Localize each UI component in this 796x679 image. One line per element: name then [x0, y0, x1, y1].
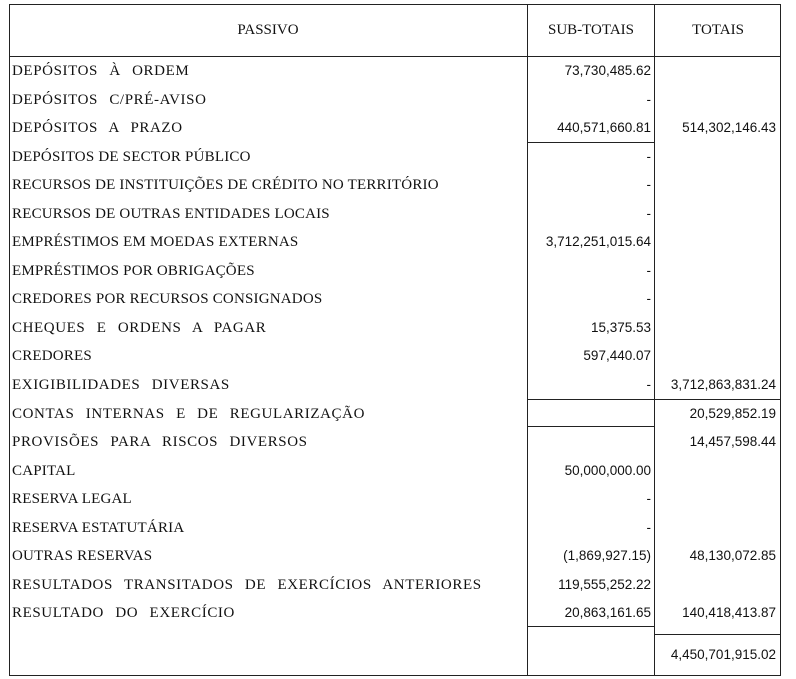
- row-label: OUTRAS RESERVAS: [12, 548, 153, 564]
- table-row: [9, 485, 781, 514]
- row-label: CHEQUES E ORDENS A PAGAR: [12, 319, 267, 336]
- row-subtotal: 119,555,252.22: [558, 576, 651, 592]
- grand-total: 4,450,701,915.02: [670, 647, 776, 662]
- table-row: [9, 171, 781, 200]
- row-total: 20,529,852.19: [689, 405, 776, 421]
- row-subtotal: 73,730,485.62: [564, 63, 651, 78]
- row-label: RECURSOS DE INSTITUIÇÕES DE CRÉDITO NO TERRITÓRIO: [12, 177, 439, 193]
- row-label: CONTAS INTERNAS E DE REGULARIZAÇÃO: [12, 405, 366, 422]
- row-subtotal: -: [646, 491, 651, 506]
- header-sub-totais: SUB-TOTAIS: [547, 22, 635, 38]
- table-row: [9, 428, 781, 457]
- header-totais: TOTAIS: [692, 22, 744, 38]
- table-row: [9, 314, 781, 343]
- row-label: PROVISÕES PARA RISCOS DIVERSOS: [12, 434, 308, 450]
- table-row: [9, 257, 781, 286]
- row-subtotal: -: [646, 519, 651, 535]
- table-row: [9, 514, 781, 543]
- row-label: DEPÓSITOS DE SECTOR PÚBLICO: [12, 148, 251, 165]
- table-row: [9, 114, 781, 143]
- row-subtotal: 597,440.07: [583, 348, 651, 363]
- row-label: CREDORES: [12, 348, 92, 364]
- row-subtotal: 20,863,161.65: [564, 605, 651, 620]
- row-subtotal: (1,869,927.15): [563, 548, 651, 563]
- row-subtotal: -: [646, 262, 651, 278]
- row-label: EMPRÉSTIMOS POR OBRIGAÇÕES: [12, 262, 255, 279]
- row-label: RESERVA ESTATUTÁRIA: [12, 519, 185, 536]
- row-subtotal: -: [646, 205, 651, 221]
- row-label: RESERVA LEGAL: [12, 491, 132, 507]
- balance-sheet-table: [9, 4, 781, 676]
- table-row: [9, 400, 781, 429]
- row-total: 48,130,072.85: [689, 548, 776, 563]
- row-label: DEPÓSITOS A PRAZO: [12, 120, 183, 136]
- header-passivo: PASSIVO: [237, 22, 299, 38]
- row-subtotal: -: [646, 91, 651, 107]
- total-divider: [654, 634, 781, 635]
- row-total: 14,457,598.44: [689, 434, 776, 449]
- row-label: CREDORES POR RECURSOS CONSIGNADOS: [12, 291, 323, 307]
- row-label: CAPITAL: [12, 462, 76, 479]
- table-row: [9, 571, 781, 600]
- row-label: RECURSOS DE OUTRAS ENTIDADES LOCAIS: [12, 205, 330, 222]
- row-subtotal: -: [646, 291, 651, 306]
- row-label: DEPÓSITOS À ORDEM: [12, 63, 190, 79]
- row-total: 3,712,863,831.24: [670, 376, 776, 392]
- row-subtotal: 50,000,000.00: [564, 462, 651, 478]
- table-row: [9, 342, 781, 371]
- row-subtotal: 15,375.53: [590, 319, 651, 335]
- table-row: [9, 228, 781, 257]
- row-label: RESULTADO DO EXERCÍCIO: [12, 605, 235, 621]
- row-subtotal: -: [646, 177, 651, 192]
- row-subtotal: -: [646, 148, 651, 164]
- row-total: 140,418,413.87: [682, 605, 776, 620]
- table-row: [9, 599, 781, 628]
- row-subtotal: -: [646, 376, 651, 392]
- table-row: [9, 285, 781, 314]
- row-label: DEPÓSITOS C/PRÉ-AVISO: [12, 91, 207, 108]
- table-row: [9, 143, 781, 172]
- row-subtotal: 440,571,660.81: [557, 120, 651, 135]
- table-row: [9, 371, 781, 400]
- table-row: [9, 200, 781, 229]
- row-total: 514,302,146.43: [682, 120, 776, 135]
- table-row: [9, 86, 781, 115]
- row-subtotal: 3,712,251,015.64: [545, 234, 651, 249]
- table-row: [9, 57, 781, 86]
- row-label: RESULTADOS TRANSITADOS DE EXERCÍCIOS ANTERIORES: [12, 576, 482, 593]
- table-row: [9, 542, 781, 571]
- row-label: EMPRÉSTIMOS EM MOEDAS EXTERNAS: [12, 234, 299, 250]
- table-row: [9, 457, 781, 486]
- row-label: EXIGIBILIDADES DIVERSAS: [12, 376, 230, 393]
